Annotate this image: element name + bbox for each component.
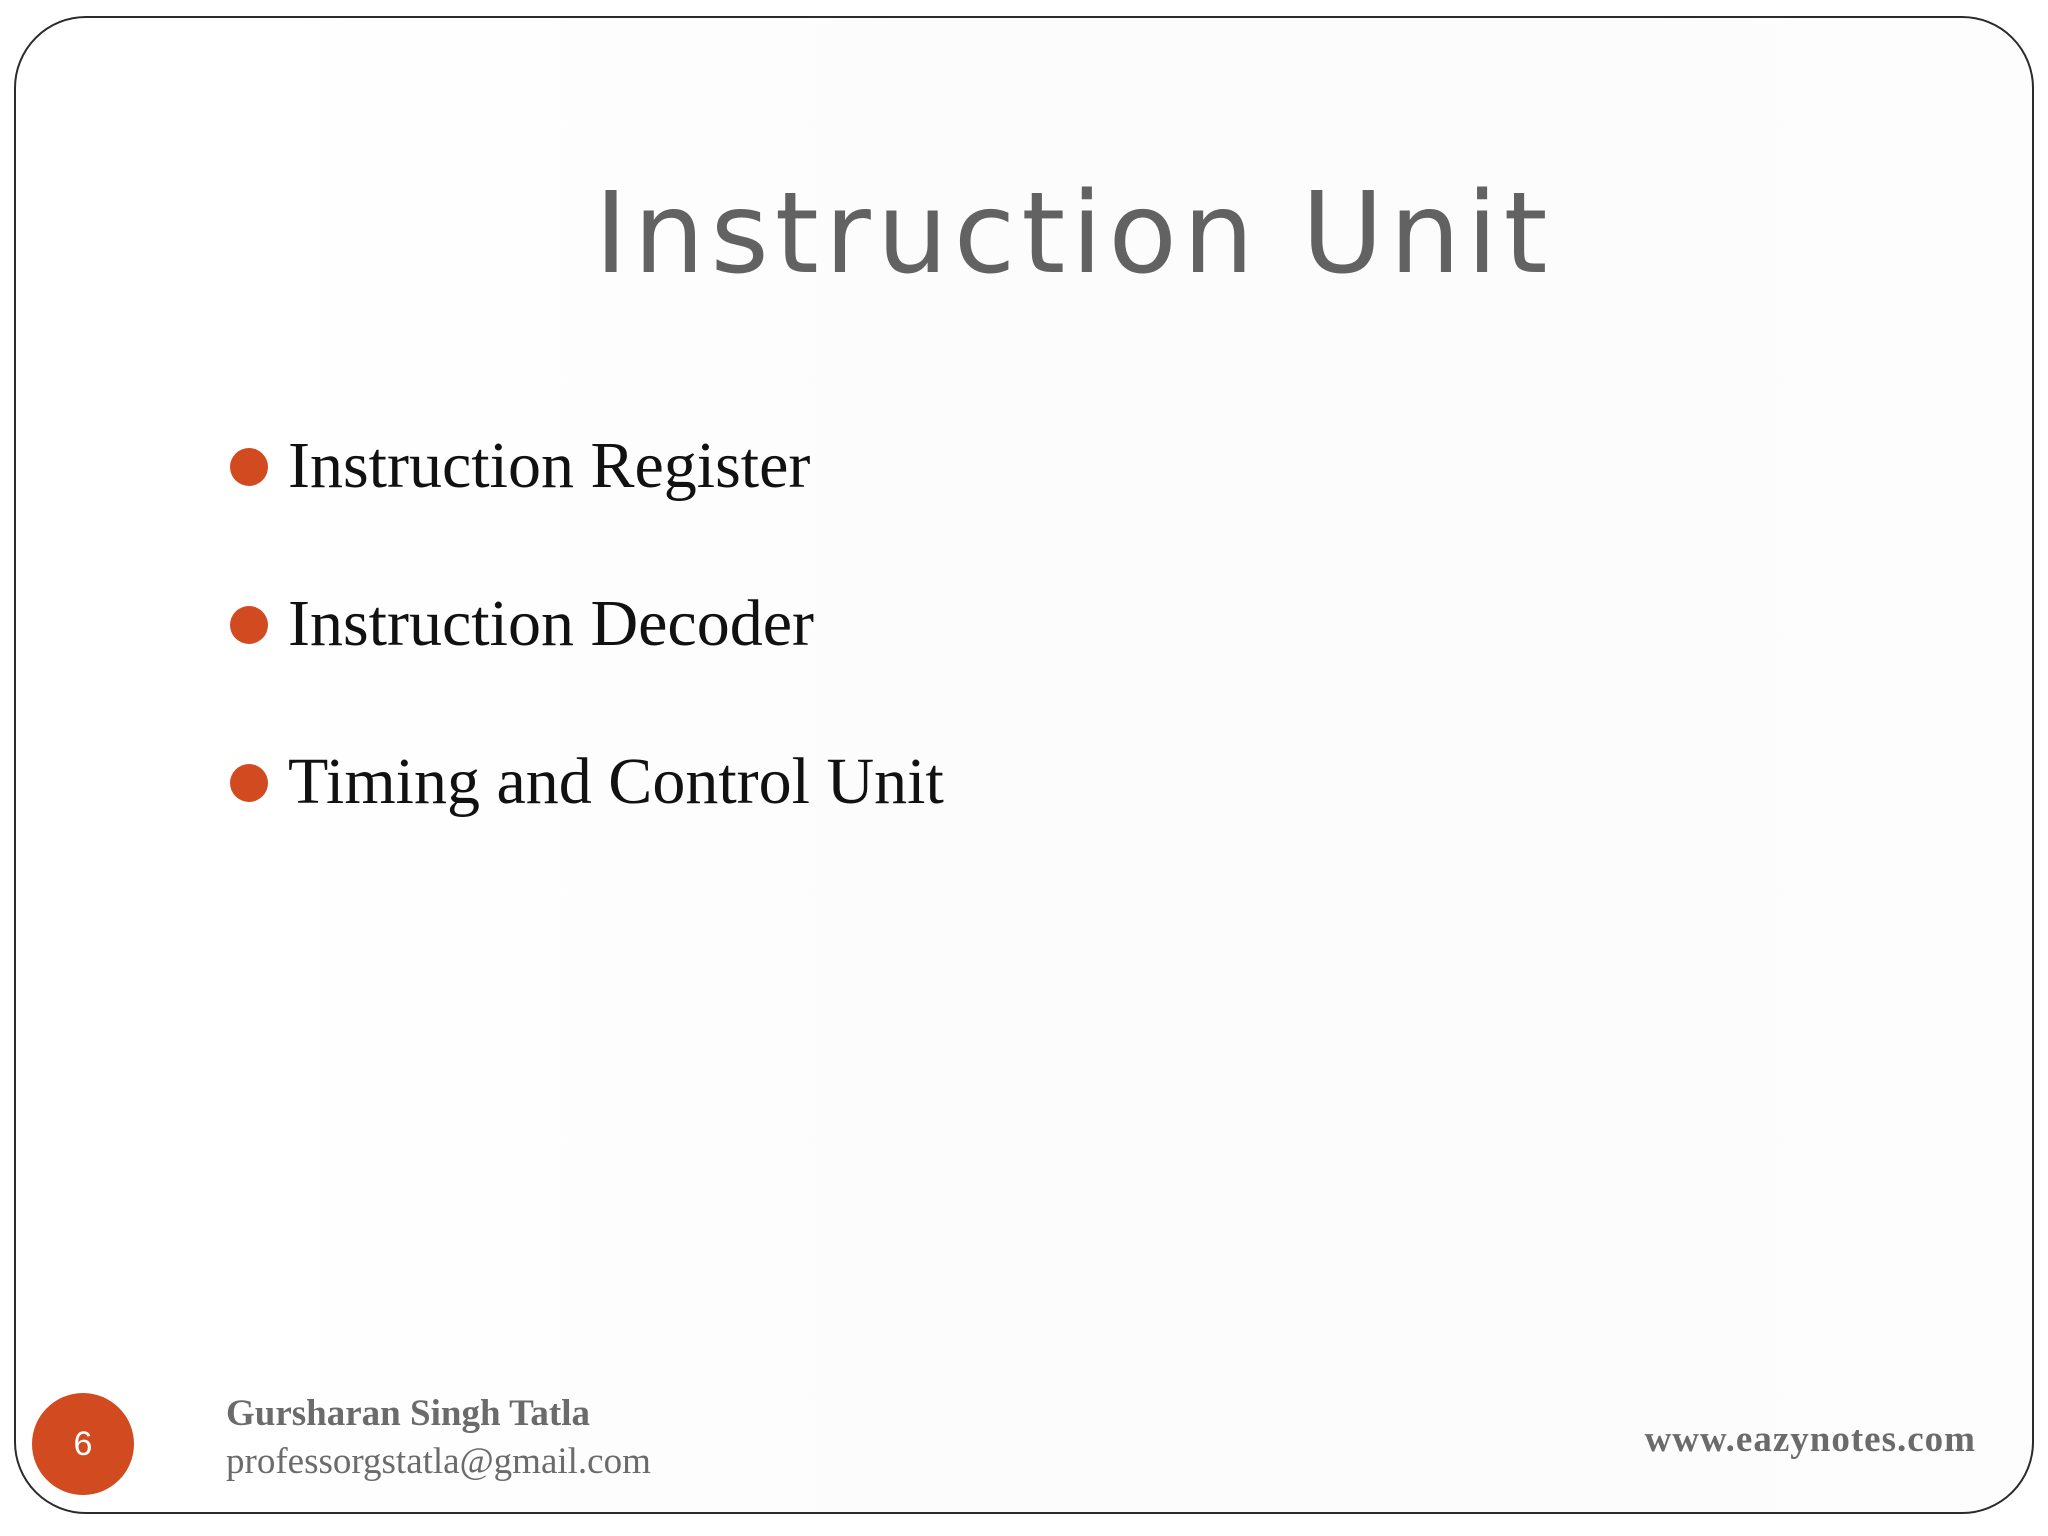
footer-website: www.eazynotes.com — [1644, 1419, 1976, 1460]
slide-title: Instruction Unit — [594, 169, 1554, 299]
footer-author: Gursharan Singh Tatla — [226, 1393, 590, 1434]
bullet-text: Instruction Register — [288, 429, 811, 502]
footer-email: professorgstatla@gmail.com — [226, 1441, 651, 1482]
bullet-text: Instruction Decoder — [288, 587, 814, 660]
bullet-dot-icon — [230, 448, 268, 486]
bullet-dot-icon — [230, 764, 268, 802]
bullet-text: Timing and Control Unit — [288, 745, 944, 818]
page-number: 6 — [73, 1424, 93, 1463]
bullet-dot-icon — [230, 606, 268, 644]
page-number-badge — [32, 1393, 134, 1495]
